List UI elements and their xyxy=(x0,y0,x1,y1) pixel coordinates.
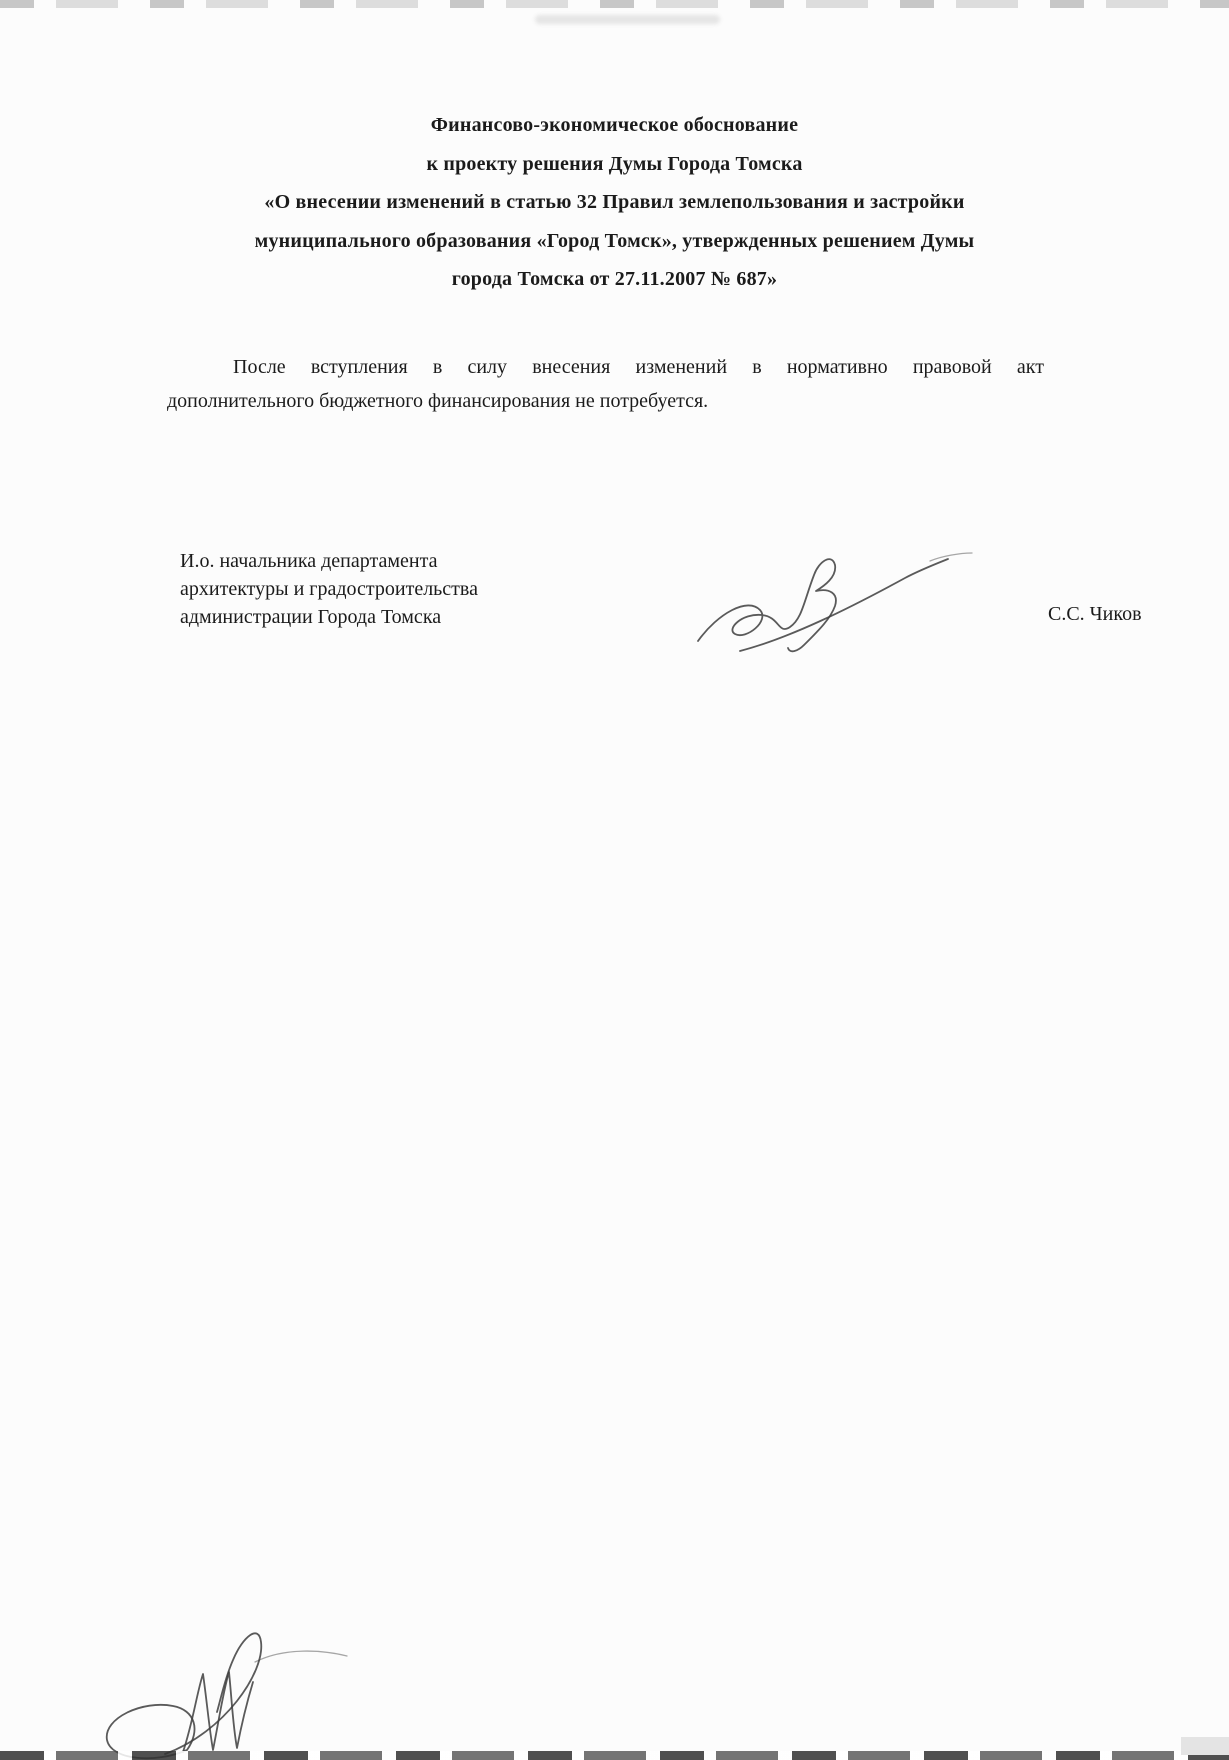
paragraph-line: дополнительного бюджетного финансирования не потребуется. xyxy=(167,390,709,412)
signature-stroke xyxy=(740,559,948,651)
scan-artifact-patch xyxy=(1181,1737,1229,1755)
signatory-position-line: И.о. начальника департамента xyxy=(180,550,438,572)
title-line-5: города Томска от 27.11.2007 № 687» xyxy=(451,268,778,290)
handwritten-signature-icon xyxy=(680,523,980,653)
document-title xyxy=(90,106,1139,299)
paragraph-line: После вступления в силу внесения изменений в нормативно правовой акт xyxy=(233,356,1044,378)
title-line-4: муниципального образования «Город Томск», утвержденных решением Думы xyxy=(254,229,975,252)
handwritten-signature-bottom-left-icon xyxy=(75,1612,375,1760)
body-paragraph xyxy=(167,350,1044,418)
title-line-1: Финансово-экономическое обоснование xyxy=(430,114,799,136)
title-line-2: к проекту решения Думы Города Томска xyxy=(426,152,803,175)
signatory-name: С.С. Чиков xyxy=(1048,603,1142,625)
scan-artifact-smudge xyxy=(535,15,720,24)
signatory-position xyxy=(180,547,478,631)
signature-stroke xyxy=(930,553,972,561)
signature-stroke xyxy=(255,1651,347,1662)
signatory-position-line: администрации Города Томска xyxy=(180,606,442,628)
scan-artifact-bottom-edge xyxy=(0,1751,1229,1760)
title-line-3: «О внесении изменений в статью 32 Правил землепользования и застройки xyxy=(264,191,965,213)
signature-stroke xyxy=(698,559,836,651)
scan-artifact-top-edge xyxy=(0,0,1229,8)
signatory-position-line: архитектуры и градостроительства xyxy=(180,578,478,600)
signature-stroke xyxy=(165,1633,261,1754)
